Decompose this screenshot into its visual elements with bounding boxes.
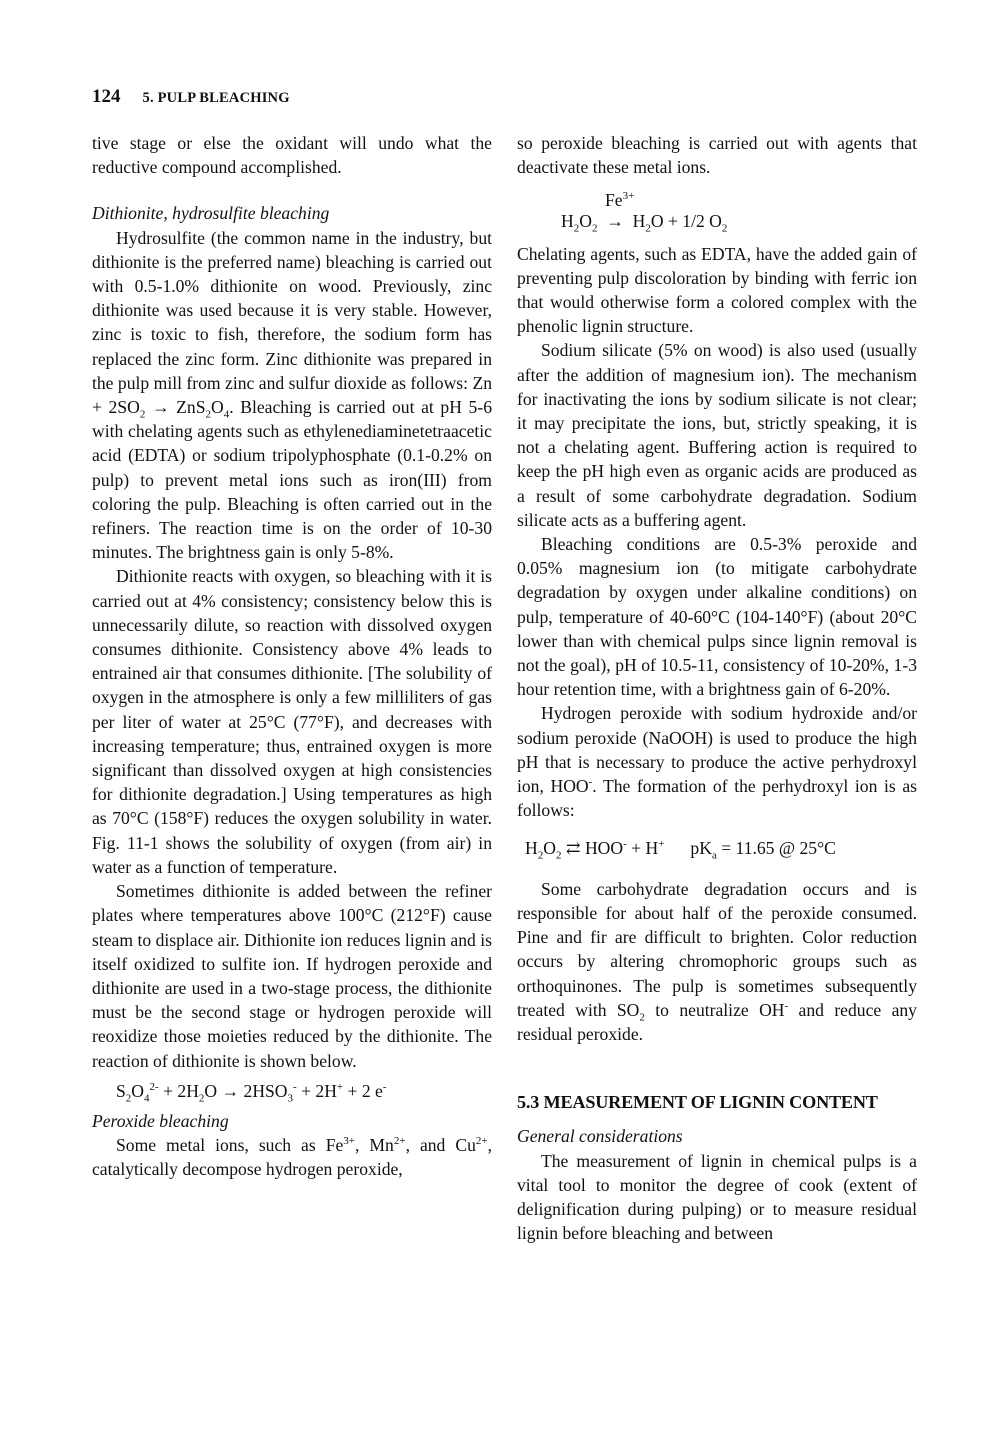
paragraph-deactivate-metals: so peroxide bleaching is carried out with agents that deactivate these metal ions.: [517, 133, 917, 178]
subheading-dithionite: Dithionite, hydrosulfite bleaching: [92, 203, 330, 224]
paragraph-hydrosulfite: Hydrosulfite (the common name in the industry, but dithionite is the preferred name) bleaching is carried out with 0.5-1.0% dithionite on wood. Previously, zinc dithionite was used because it is very stable. However, zinc is toxic to fish, therefore, the sodium form has replaced the zinc form. Zinc dithionite was prepared in the pulp mill from zinc and sulfur dioxide as follows: $Zn + 2SO_2 \to ZnS_2O_4$. Bleaching is carried out at pH 5-6 with chelating agents such as ethylenediaminetetraacetic acid (EDTA) or sodium tripolyphosphate (0.1-0.2% on pulp) to prevent metal ions such as iron(III) from coloring the pulp. Bleaching is often carried out in the refiners. The reaction time is on the order of 10-30 minutes. The brightness gain is only 5-8%.: [92, 227, 493, 563]
paragraph-sodium-silicate: Sodium silicate (5% on wood) is also used (usually after the addition of magnesium ion). The mechanism for inactivating the ions by sodium silicate is not clear; it may precipitate the ions, but, strictly speaking, it is not a chelating agent. Buffering action is required to keep the pH high even as organic acids are produced as a result of some carbohydrate degradation. Sodium silicate acts as a buffering agent.: [517, 340, 917, 530]
paragraph-bleaching-conditions: Bleaching conditions are 0.5-3% peroxide and 0.05% magnesium ion (to mitigate carbohydrate degradation by oxygen under alkaline conditions) on pulp, temperature of 40-60°C (104-140°F) (about 20°C lower than with chemical pulps since lignin removal is not the goal), pH of 10.5-11, consistency of 10-20%, 1-3 hour retention time, with a brightness gain of 6-20%.: [517, 534, 917, 700]
equation-catalyst-label: $Fe^{3+}$: [605, 190, 635, 211]
paragraph-oxygen-consistency: Dithionite reacts with oxygen, so bleaching with it is carried out at 4% consistency; consistency below this is unnecessarily dilute, so reaction with dissolved oxygen consumes dithionite. Consistency above 4% leads to entrained air that consumes dithionite. [The solubility of oxygen in the atmosphere is only a few milliliters of gas per liter of water at 25°C (77°F), and decreases with increasing temperature; thus, entrained oxygen is more significant than dissolved oxygen at high consistencies for dithionite degradation.] Using temperatures as high as 70°C (158°F) reduces the oxygen solubility in water. Fig. 11-1 shows the solubility of oxygen (from air) in water as a function of temperature.: [92, 566, 492, 877]
equation-dithionite-reaction: $S_2O_4^{2-} + 2H_2O \to 2HSO_3^- + 2H^+ + 2$ e-: [116, 1080, 387, 1105]
paragraph-continuation: tive stage or else the oxidant will undo what the reductive compound accomplished.: [92, 133, 492, 178]
paragraph-refiner-plates: Sometimes dithionite is added between the refiner plates where temperatures above 100°C (212°F) cause steam to displace air. Dithionite ion reduces lignin and is itself oxidized to sulfite ion. If hydrogen peroxide and dithionite are used in a two-stage process, the dithionite must be the second stage or hydrogen peroxide will reoxidize those moieties reduced by the dithionite. The reaction of dithionite is shown below.: [92, 881, 492, 1071]
paragraph-lignin-measurement: The measurement of lignin in chemical pulps is a vital tool to monitor the degree of cook (extent of delignification during pulping) or to measure residual lignin before bleaching and between: [517, 1150, 917, 1244]
subheading-peroxide: Peroxide bleaching: [92, 1110, 229, 1131]
equation-peroxide-decomposition: $H_2O_2 \to H_2O + 1/2$ $O_2$: [561, 211, 728, 235]
subheading-general: General considerations: [517, 1126, 683, 1147]
paragraph-carbohydrate-degradation: Some carbohydrate degradation occurs and is responsible for about half of the peroxide consumed. Pine and fir are difficult to brighten. Color reduction occurs by altering chromophoric groups such as orthoquinones. The pulp is sometimes subsequently treated with $SO_2$ to neutralize OH- and reduce any residual peroxide.: [517, 878, 917, 1044]
page-number: 124: [92, 86, 121, 107]
right-column: [517, 131, 917, 1245]
equation-perhydroxyl-formation: $H_2O_2$ ⇄ HOO- + H+ $pK_a = 11.65$ @ 25°C: [525, 838, 836, 862]
paragraph-metal-ions: Some metal ions, such as $Fe^{3+}$, $Mn^{2+}$, and $Cu^{2+}$, catalytically decompose hydrogen peroxide,: [92, 1135, 492, 1180]
paragraph-perhydroxyl: Hydrogen peroxide with sodium hydroxide and/or sodium peroxide (NaOOH) is used to produce the high pH that is necessary to produce the active perhydroxyl ion, HOO-. The formation of the perhydroxyl ion is as follows:: [517, 703, 917, 821]
section-heading: 5.3 MEASUREMENT OF LIGNIN CONTENT: [517, 1092, 878, 1113]
paragraph-chelating-agents: Chelating agents, such as EDTA, have the added gain of preventing pulp discoloration by binding with ferric ion that would otherwise form a colored complex with the phenolic lignin structure.: [517, 243, 917, 337]
running-head: 5. PULP BLEACHING: [142, 90, 290, 106]
left-column: [92, 131, 492, 1182]
page-header: [92, 86, 290, 108]
